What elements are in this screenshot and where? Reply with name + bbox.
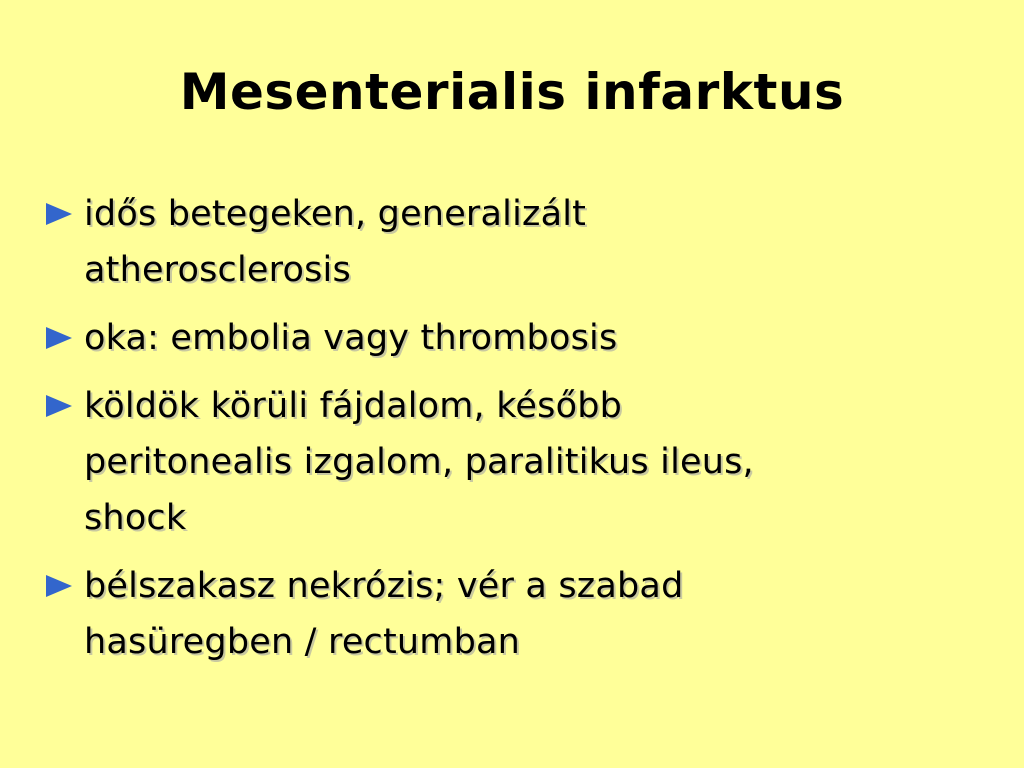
bullet-list [44,186,944,682]
bullet-line: hasüregben / rectumban [84,622,521,662]
bullet-item [44,378,944,546]
bullet-item [44,310,944,366]
bullet-line: oka: embolia vagy thrombosis [84,318,618,358]
bullet-line: köldök körüli fájdalom, később [84,386,623,426]
bullet-line: shock [84,498,187,538]
bullet-line: idős betegeken, generalizált [84,194,587,234]
bullet-line: peritonealis izgalom, paralitikus ileus, [84,442,754,482]
bullet-item [44,558,944,670]
bullet-item [44,186,944,298]
right-triangle-icon [44,378,80,434]
bullet-line: bélszakasz nekrózis; vér a szabad [84,566,684,606]
right-triangle-icon [44,558,80,614]
right-triangle-icon [44,186,80,242]
bullet-line: atherosclerosis [84,250,351,290]
right-triangle-icon [44,310,80,366]
slide-title: Mesenterialis infarktus [179,63,845,121]
